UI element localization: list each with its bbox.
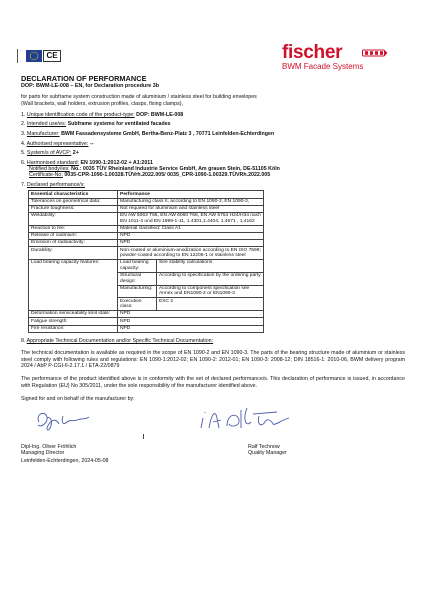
signed-by-text: Signed for and on behalf of the manufacturer by: — [21, 395, 135, 402]
table-row: Release of cadmium: NPD — [29, 232, 264, 239]
signatory-names — [21, 444, 405, 458]
item-1: 1. Unique identification code of the product-type: DOP: BWM-LE-008 — [21, 111, 184, 118]
margin-mark — [17, 49, 18, 63]
table-header: Performance — [118, 191, 264, 198]
table-row: Durability: Non-coated or aluminium-anodization according to EN ISO 7599; powder-coated according to EN 12206-1 or stainless steel — [29, 247, 264, 260]
table-row: Fracture toughness: Not required for aluminium and stainless steel — [29, 205, 264, 212]
item-3: 3. Manufacturer: BWM Fassadensysteme GmbH, Bertha-Benz-Platz 3 , 70771 Leinfelden-Echterdingen — [21, 131, 275, 138]
declaration-body — [21, 75, 405, 464]
conformity-statement: The performance of the product identified above is in conformity with the set of declared performance/s. This declaration of performance is issued, in accordance with Regulation (EU) No 305/2011, under the sole responsibility of the manufacturer identified above. — [21, 376, 405, 389]
signatory-1: Dipl-Ing. Oliver Fröhlich Managing Director — [21, 444, 77, 457]
dop-line: DOP: BWM-LE-008 – EN, for Declaration procedure 3b — [21, 83, 160, 89]
item-6: 6. Harmonised standard: EN 1090-1:2012-02 + A1:2011 Notified body/ies: No.: 0035 TÜV Rheinland Industrie Service GmbH, Am grauen Stein, DE-51105 Köln Certificate-No: 0035-CPR-1090-1.00328.TÜVrh.2022.005/ 0035_CPR-1090-1.00329.TÜVRh.2022.005 — [21, 159, 280, 179]
table-row: Reaction to fire: Material classified: Class A1 — [29, 225, 264, 232]
signature-area — [21, 402, 405, 444]
doc-title: DECLARATION OF PERFORMANCE — [21, 74, 147, 83]
item-4: 4. Authorised representative: -- — [21, 140, 94, 147]
table-row: Structural design: According to specification by the ordering party — [29, 272, 264, 285]
eu-flag-icon — [26, 50, 42, 62]
table-row: Manufacturing: According to component specification see Annex and EN1090-2 or EN1090-3 — [29, 285, 264, 298]
fischer-logo — [282, 43, 406, 71]
item-2: 2. Intended use/es: Subframe systems for ventilated facades — [21, 121, 171, 128]
place-and-date: Leinfelden-Echterdingen, 2024-05-08 — [21, 458, 109, 465]
technical-documentation-text: The technical documentation is available as required in the scope of EN 1090-2 and EN 1090-3. The parts of the bearing structure made of aluminium or stainless steel comply with following rules and regulations: EN 1090-1:2012-02; EN 1090-2: 2012-01; EN 1090-3: 2008-12; DIN 18516-1: 2010-06, BWM delivery program 2024 / AbP P-CGI-II-2.17.1 / ETA-22/0879 — [21, 350, 405, 369]
item-7: 7. Declared performance/s: — [21, 182, 85, 189]
signature-froehlich — [33, 408, 93, 434]
table-row: Deformation serviceability limit state: NPD — [29, 311, 264, 318]
table-row: Fatigue strength: NPD — [29, 318, 264, 325]
table-header: Essential characteristics — [29, 191, 118, 198]
signature-technow — [197, 404, 297, 436]
signatory-2: Ralf Technow Quality Manager — [248, 444, 287, 457]
item-5: 5. System/s of AVCP: 2+ — [21, 150, 79, 157]
intro-text: for parts for subframe system construction made of aluminium / stainless steel for building envelopes — [21, 94, 257, 101]
logo-subtitle: BWM Facade Systems — [282, 62, 364, 71]
table-row: Execution class: EXC 2 — [29, 298, 264, 311]
item-8: 8. Appropriate Technical Documentation and/or Specific Technical Documentation: — [21, 337, 214, 344]
ce-mark: CE — [43, 50, 61, 62]
intro-text-2: (Wall brackets, wall holders, extrusion profiles, clasps, fixing clamps), — [21, 100, 184, 107]
table-row: Fire resistance: NPD — [29, 325, 264, 332]
performance-table — [28, 190, 264, 332]
logo-wordmark: fischer — [282, 42, 343, 63]
table-row: Tolerances on geometrical data: Manufacturing class II, according to EN 1090-2, EN 1090-3, — [29, 198, 264, 205]
table-row: Weldability: EN AW 6063 T66, EN AW 6060 T66, EN AW 5754 H24/H34 nach EN 1011-4 und EN 1999-1-11, 1.4301,1.4404, 1.4571 , 1.4162 — [29, 212, 264, 225]
table-row: Load bearing capacity features: Load bearing capacity: See stability calculations — [29, 260, 264, 273]
table-row: Emission of radioactivity: NPD — [29, 240, 264, 247]
dowel-icon — [362, 48, 388, 58]
